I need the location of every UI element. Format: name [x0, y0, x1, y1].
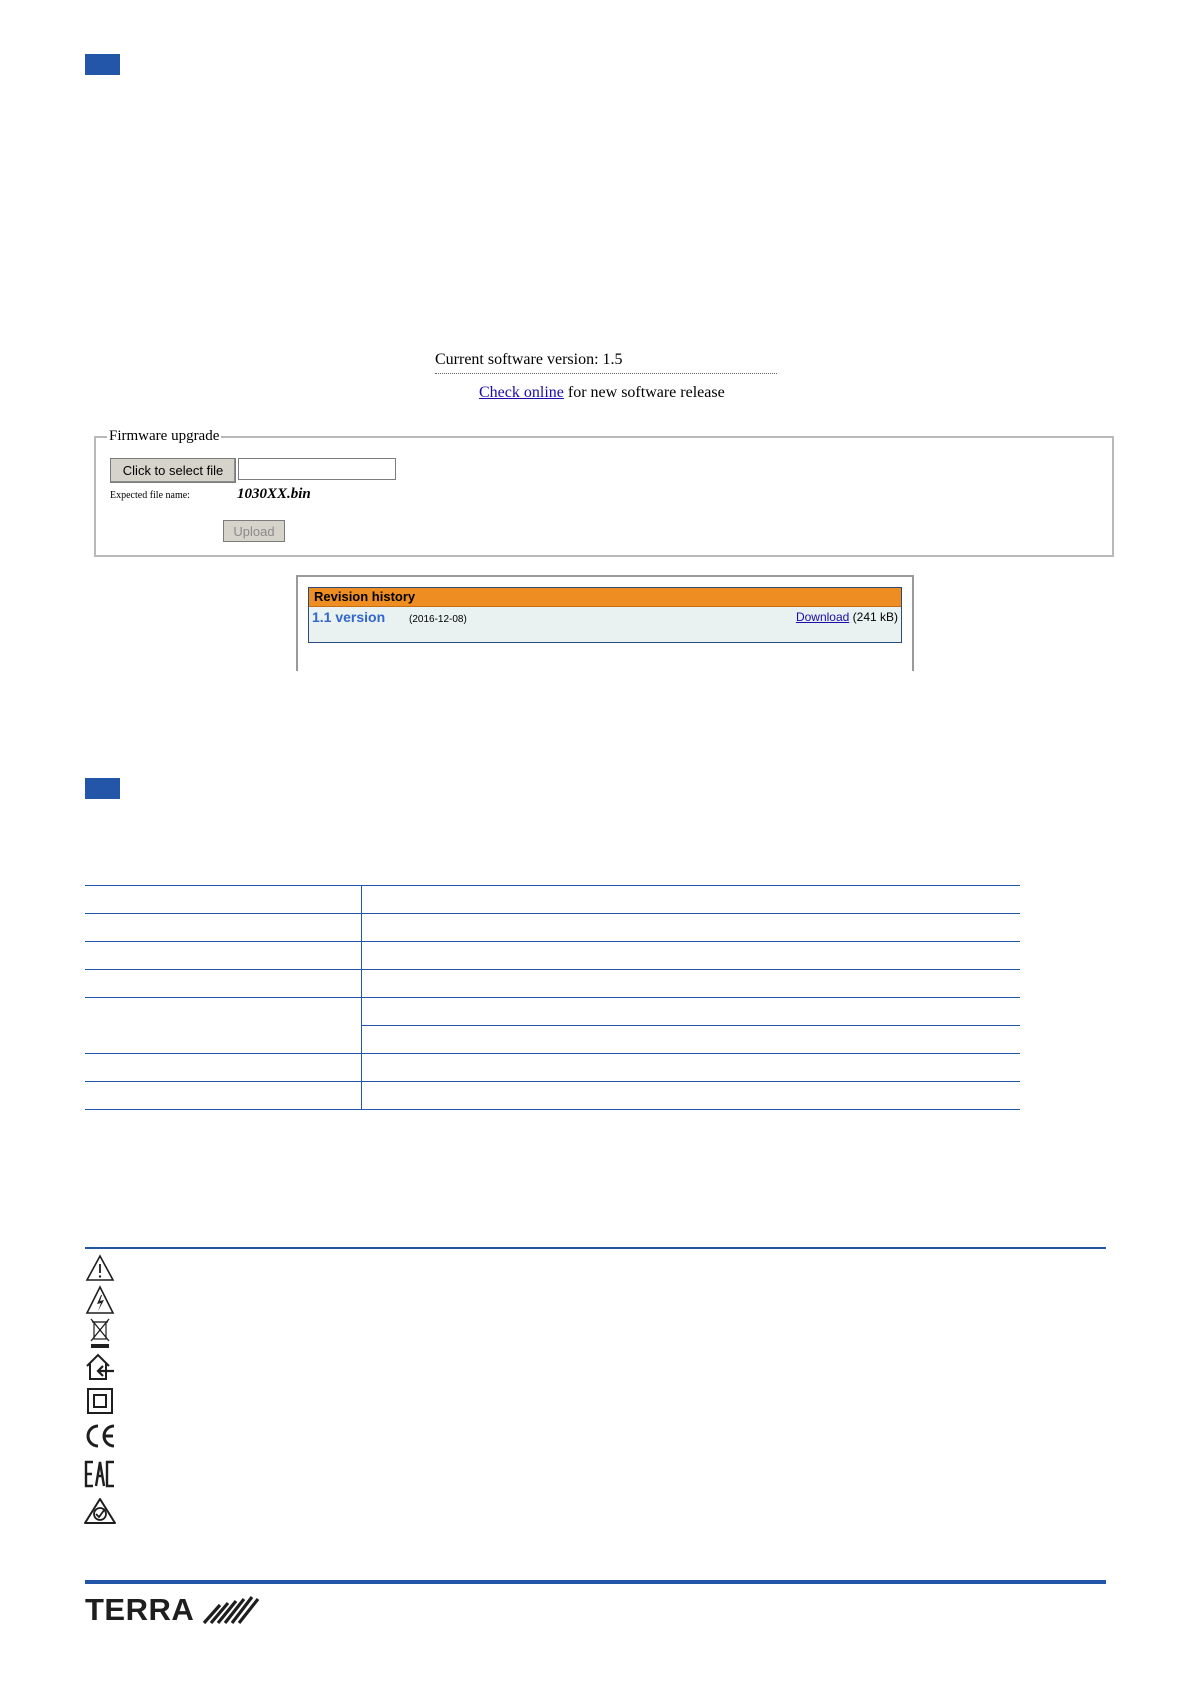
terra-logo-text: TERRA — [85, 1592, 195, 1627]
eac-mark-icon — [83, 1460, 117, 1488]
revision-history-frame — [296, 575, 914, 671]
file-path-input[interactable] — [238, 458, 396, 480]
revision-history-panel — [308, 587, 902, 643]
footer-divider — [85, 1580, 1106, 1584]
electric-shock-warning-icon — [83, 1285, 117, 1315]
rcm-mark-icon — [83, 1497, 117, 1525]
table-cell — [362, 914, 1021, 942]
section-marker-1 — [85, 54, 120, 75]
revision-history-header: Revision history — [309, 588, 901, 607]
weee-bin-icon — [83, 1317, 117, 1349]
select-file-button[interactable]: Click to select file — [110, 458, 236, 483]
table-cell — [85, 970, 362, 998]
terra-logo — [85, 1592, 260, 1628]
ce-mark-icon — [83, 1423, 117, 1449]
table-cell — [362, 1026, 1021, 1054]
table-cell — [362, 1082, 1021, 1110]
table-cell — [362, 970, 1021, 998]
check-online-text: for new software release — [563, 384, 725, 401]
revision-date: (2016-12-08) — [409, 614, 467, 625]
table-row — [85, 914, 1020, 942]
download-link[interactable]: Download — [795, 610, 850, 624]
table-cell — [85, 998, 362, 1054]
indoor-use-icon — [83, 1352, 117, 1382]
section-marker-2 — [85, 778, 120, 799]
table-row — [85, 942, 1020, 970]
table-cell — [85, 1082, 362, 1110]
firmware-upgrade-legend: Firmware upgrade — [109, 428, 220, 444]
table-cell — [85, 914, 362, 942]
terra-logo-stripes-icon — [198, 1595, 260, 1625]
check-online-link[interactable]: Check online — [479, 384, 564, 401]
expected-file-name-label: Expected file name: — [110, 490, 190, 501]
table-cell — [85, 1054, 362, 1082]
revision-download — [796, 610, 898, 624]
table-row — [85, 998, 1020, 1026]
table-row — [85, 970, 1020, 998]
current-software-version: Current software version: 1.5 — [435, 351, 777, 374]
table-row — [85, 1082, 1020, 1110]
download-size: (241 kB) — [849, 610, 898, 624]
upload-button[interactable]: Upload — [223, 520, 285, 542]
revision-version: 1.1 version — [312, 609, 386, 625]
expected-file-name-value: 1030XX.bin — [237, 486, 311, 502]
warning-triangle-icon — [83, 1254, 117, 1282]
double-insulation-icon — [83, 1387, 117, 1415]
check-online-line — [479, 384, 725, 402]
table-row — [85, 886, 1020, 914]
table-row — [85, 1054, 1020, 1082]
table-cell — [85, 942, 362, 970]
firmware-upgrade-fieldset — [94, 428, 1114, 557]
specification-table — [85, 885, 1020, 1110]
table-cell — [85, 886, 362, 914]
table-cell — [362, 998, 1021, 1026]
table-cell — [362, 942, 1021, 970]
table-cell — [362, 886, 1021, 914]
table-cell — [362, 1054, 1021, 1082]
symbols-divider — [85, 1247, 1106, 1249]
